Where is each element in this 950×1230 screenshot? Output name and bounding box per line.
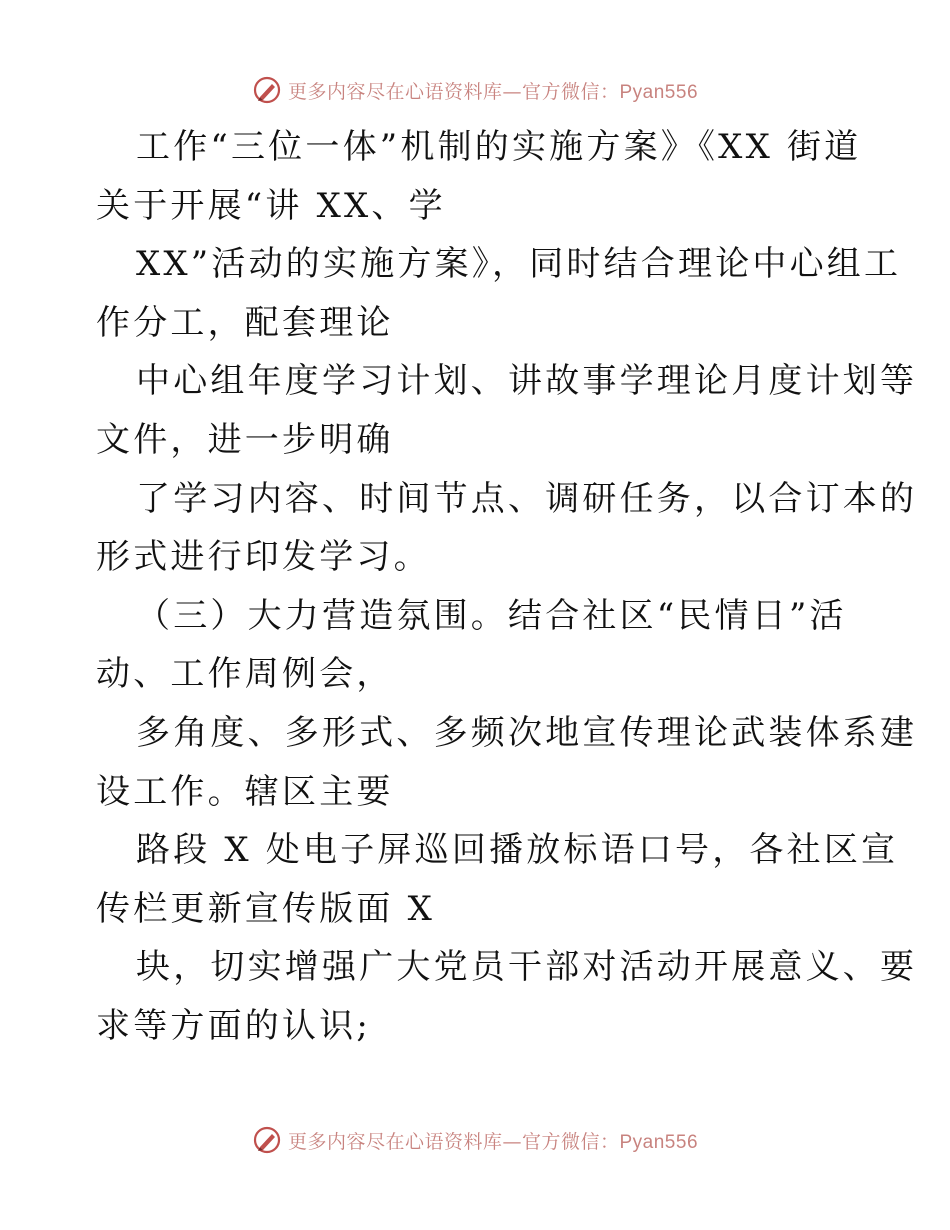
text-line: 设工作。辖区主要 xyxy=(96,771,394,812)
text-line: 中心组年度学习计划、讲故事学理论月度计划等 xyxy=(136,361,918,402)
watermark-id: Pyan556 xyxy=(619,1131,699,1153)
text-line: 关于开展“讲 XX、学 xyxy=(96,185,446,226)
text-line: 文件，进一步明确 xyxy=(96,419,394,460)
watermark-id: Pyan556 xyxy=(619,81,699,103)
header-watermark xyxy=(0,72,950,108)
text-line: 了学习内容、时间节点、调研任务，以合订本的 xyxy=(136,478,918,519)
text-line: 作分工，配套理论 xyxy=(96,302,394,343)
text-line: 形式进行印发学习。 xyxy=(96,537,431,578)
text-line: （三）大力营造氛围。结合社区“民情日”活 xyxy=(136,595,847,636)
text-line: 工作“三位一体”机制的实施方案》《XX 街道 xyxy=(136,127,862,167)
text-line: 多角度、多形式、多频次地宣传理论武装体系建 xyxy=(136,712,918,753)
text-line: 求等方面的认识; xyxy=(96,1005,372,1046)
pen-logo-icon xyxy=(252,1125,282,1155)
text-line: 动、工作周例会， xyxy=(96,654,394,695)
watermark-text: 更多内容尽在心语资料库—官方微信：Pyan556 xyxy=(287,80,699,103)
text-line: 路段 X 处电子屏巡回播放标语口号，各社区宣 xyxy=(136,830,899,871)
text-line: XX”活动的实施方案》，同时结合理论中心组工 xyxy=(136,244,902,285)
watermark-text: 更多内容尽在心语资料库—官方微信：Pyan556 xyxy=(287,1130,699,1153)
text-line: 块，切实增强广大党员干部对活动开展意义、要 xyxy=(136,947,918,988)
text-line: 传栏更新宣传版面 X xyxy=(96,888,436,929)
document-body xyxy=(96,118,918,1056)
footer-watermark xyxy=(0,1122,950,1158)
pen-logo-icon xyxy=(252,75,282,105)
